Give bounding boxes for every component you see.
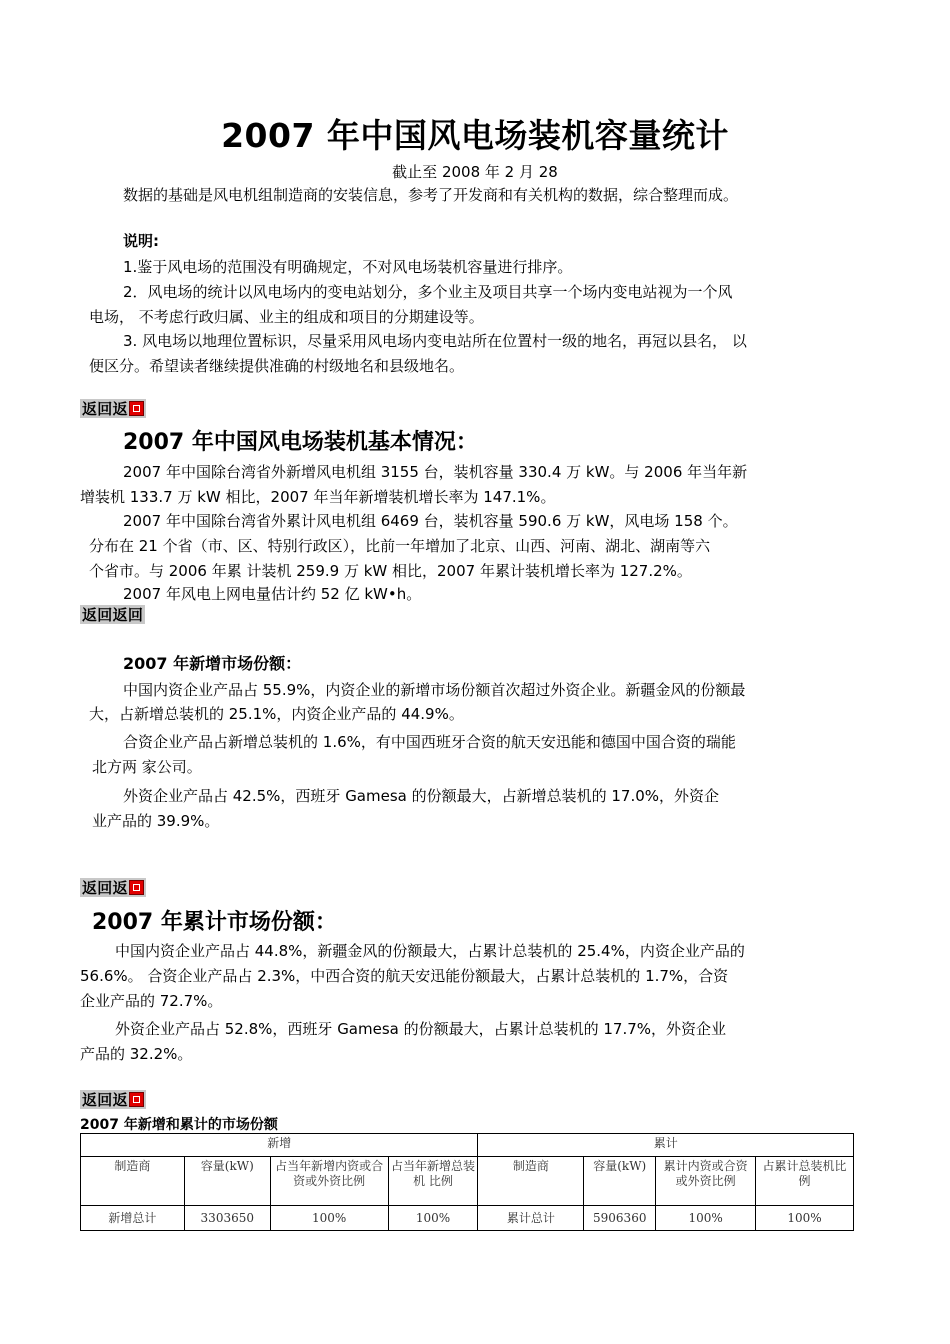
table-cell: 100% bbox=[656, 1206, 756, 1231]
column-header: 容量(kW) bbox=[184, 1157, 270, 1206]
return-icon bbox=[129, 1092, 144, 1107]
basic-p1-line-1: 2007 年中国除台湾省外新增风电机组 3155 台，装机容量 330.4 万 kW。与 2006 年当年新 bbox=[123, 463, 748, 481]
back-link-label: 返回返 bbox=[82, 879, 128, 897]
note-1: 1.鉴于风电场的范围没有明确规定，不对风电场装机容量进行排序。 bbox=[123, 258, 573, 276]
cum-share-p2-line-1: 外资企业产品占 52.8%，西班牙 Gamesa 的份额最大，占累计总装机的 17.7%，外资企业 bbox=[115, 1020, 727, 1038]
back-link-label: 返回返 bbox=[82, 1091, 128, 1109]
back-link[interactable] bbox=[80, 399, 146, 418]
section-heading-cumulative-share: 2007 年累计市场份额： bbox=[92, 910, 337, 935]
new-share-p2-line-2: 北方两 家公司。 bbox=[92, 758, 202, 776]
notes-heading: 说明: bbox=[123, 232, 159, 250]
column-header: 制造商 bbox=[478, 1157, 584, 1206]
basic-p3: 2007 年风电上网电量估计约 52 亿 kW•h。 bbox=[123, 585, 422, 603]
table-cell: 100% bbox=[388, 1206, 478, 1231]
cum-share-p2-line-2: 产品的 32.2%。 bbox=[80, 1045, 193, 1063]
new-share-p1-line-1: 中国内资企业产品占 55.9%，内资企业的新增市场份额首次超过外资企业。新疆金风的份额最 bbox=[123, 681, 746, 699]
back-link-label: 返回返 bbox=[82, 400, 128, 418]
back-link[interactable] bbox=[80, 605, 145, 624]
intro-text: 数据的基础是风电机组制造商的安装信息，参考了开发商和有关机构的数据，综合整理而成。 bbox=[123, 186, 739, 204]
table-caption: 2007 年新增和累计的市场份额 bbox=[80, 1117, 278, 1133]
table-cell: 5906360 bbox=[584, 1206, 656, 1231]
back-link-label: 返回返回 bbox=[82, 606, 144, 624]
basic-p2-line-3: 个省市。与 2006 年累 计装机 259.9 万 kW 相比，2007 年累计装机增长率为 127.2%。 bbox=[89, 562, 692, 580]
back-link[interactable] bbox=[80, 1090, 146, 1109]
table-cell: 100% bbox=[270, 1206, 388, 1231]
table-cell: 3303650 bbox=[184, 1206, 270, 1231]
note-2-line-2: 电场， 不考虑行政归属、业主的组成和项目的分期建设等。 bbox=[89, 308, 484, 326]
section-heading-new-share: 2007 年新增市场份额： bbox=[123, 654, 302, 673]
group-header-cumulative: 累计 bbox=[478, 1134, 854, 1157]
note-2-line-1: 2．风电场的统计以风电场内的变电站划分，多个业主及项目共享一个场内变电站视为一个风 bbox=[123, 283, 733, 301]
note-3-line-2: 便区分。希望读者继续提供准确的村级地名和县级地名。 bbox=[89, 357, 465, 375]
new-share-p3-line-2: 业产品的 39.9%。 bbox=[92, 812, 220, 830]
new-share-p3-line-1: 外资企业产品占 42.5%，西班牙 Gamesa 的份额最大，占新增总装机的 17.0%，外资企 bbox=[123, 787, 720, 805]
basic-p2-line-2: 分布在 21 个省（市、区、特别行政区），比前一年增加了北京、山西、河南、湖北、湖南等六 bbox=[89, 537, 711, 555]
note-3-line-1: 3. 风电场以地理位置标识，尽量采用风电场内变电站所在位置村一级的地名，再冠以县名， 以 bbox=[123, 332, 747, 350]
group-header-new: 新增 bbox=[81, 1134, 478, 1157]
table-cell: 累计总计 bbox=[478, 1206, 584, 1231]
section-heading-basic: 2007 年中国风电场装机基本情况： bbox=[123, 430, 478, 455]
table-header-row bbox=[81, 1157, 854, 1206]
market-share-table bbox=[80, 1133, 854, 1231]
column-header: 累计内资或合资或外资比例 bbox=[656, 1157, 756, 1206]
basic-p2-line-1: 2007 年中国除台湾省外累计风电机组 6469 台，装机容量 590.6 万 kW，风电场 158 个。 bbox=[123, 512, 738, 530]
back-link[interactable] bbox=[80, 878, 146, 897]
basic-p1-line-2: 增装机 133.7 万 kW 相比，2007 年当年新增装机增长率为 147.1%。 bbox=[80, 488, 556, 506]
new-share-p1-line-2: 大，占新增总装机的 25.1%，内资企业产品的 44.9%。 bbox=[89, 705, 464, 723]
new-share-p2-line-1: 合资企业产品占新增总装机的 1.6%，有中国西班牙合资的航天安迅能和德国中国合资的瑞能 bbox=[123, 733, 736, 751]
page-title: 2007 年中国风电场装机容量统计 bbox=[221, 116, 729, 155]
as-of-date: 截止至 2008 年 2 月 28 bbox=[392, 163, 558, 181]
column-header: 占当年新增内资或合资或外资比例 bbox=[270, 1157, 388, 1206]
return-icon bbox=[129, 401, 144, 416]
column-header: 占当年新增总装机 比例 bbox=[388, 1157, 478, 1206]
table-cell: 新增总计 bbox=[81, 1206, 185, 1231]
cum-share-p1-line-2: 56.6%。 合资企业产品占 2.3%，中西合资的航天安迅能份额最大，占累计总装机的 1.7%，合资 bbox=[80, 967, 729, 985]
column-header: 占累计总装机比例 bbox=[756, 1157, 854, 1206]
table-row bbox=[81, 1206, 854, 1231]
column-header: 容量(kW) bbox=[584, 1157, 656, 1206]
cum-share-p1-line-3: 企业产品的 72.7%。 bbox=[80, 992, 223, 1010]
table-cell: 100% bbox=[756, 1206, 854, 1231]
cum-share-p1-line-1: 中国内资企业产品占 44.8%，新疆金风的份额最大，占累计总装机的 25.4%，内资企业产品的 bbox=[115, 942, 745, 960]
column-header: 制造商 bbox=[81, 1157, 185, 1206]
table-group-header-row bbox=[81, 1134, 854, 1157]
return-icon bbox=[129, 880, 144, 895]
